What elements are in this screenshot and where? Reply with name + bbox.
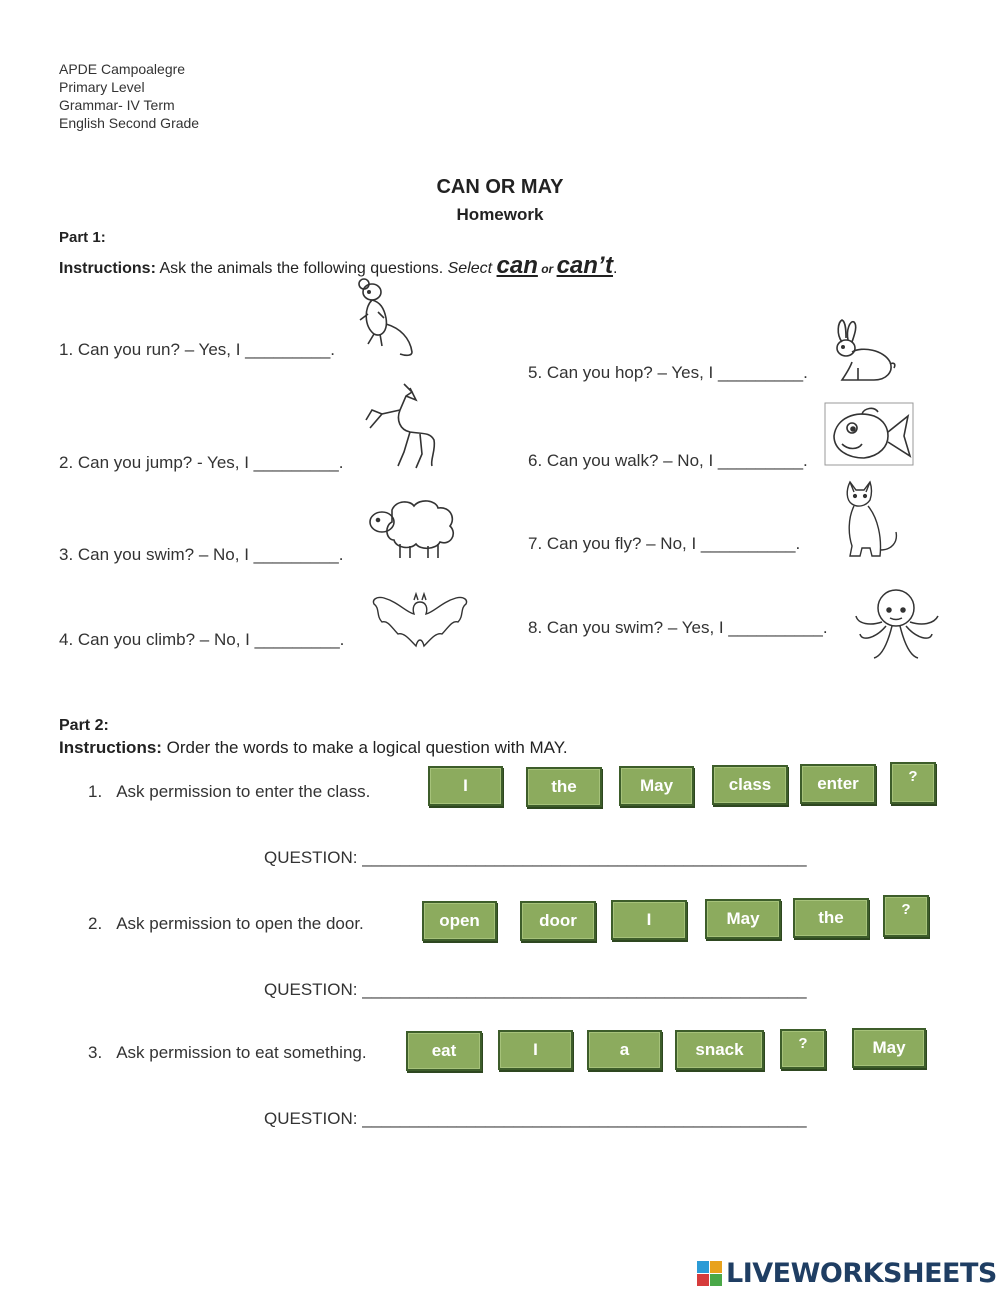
item-1-prompt [88,782,370,802]
question-2: 2. Can you jump? - Yes, I _________. [59,453,344,472]
question-label: QUESTION: [264,980,363,999]
word-tile[interactable]: snack [675,1030,764,1070]
item-number: 1. [88,782,103,801]
word-tile[interactable]: May [619,766,694,806]
item-prompt: Ask permission to enter the class. [116,782,371,801]
part2-label: Part 2: [59,717,109,734]
page-title: CAN OR MAY [436,176,564,198]
instructions-text: Order the words to make a logical question with MAY. [161,738,568,757]
part2-instructions [59,738,568,758]
word-tile[interactable]: door [520,901,596,941]
part1-instructions [59,252,617,280]
level: Primary Level [59,79,145,95]
question-5: 5. Can you hop? – Yes, I _________. [528,363,808,382]
option-cant: can’t [556,252,614,279]
rabbit-icon [828,318,898,384]
sheep-icon [364,496,460,562]
instructions-label: Instructions: [59,260,156,277]
question-line-1 [264,848,807,868]
item-2-prompt [88,914,364,934]
horse-icon [360,380,440,470]
school-name: APDE Campoalegre [59,61,186,77]
question-label: QUESTION: [264,848,363,867]
page-subtitle: Homework [456,205,544,224]
item-number: 3. [88,1043,103,1062]
question-line-2 [264,980,807,1000]
item-3-prompt [88,1043,367,1063]
answer-line[interactable]: _______________________________________________ [362,848,807,867]
instructions-period: . [613,260,618,277]
word-tile[interactable]: I [611,900,687,940]
word-tile[interactable]: ? [883,895,929,937]
word-tile[interactable]: enter [800,764,876,804]
liveworksheets-logo [697,1258,997,1289]
word-tile[interactable]: May [705,899,781,939]
question-6: 6. Can you walk? – No, I _________. [528,451,808,470]
word-tile[interactable]: class [712,765,788,805]
answer-line[interactable]: _______________________________________________ [362,980,807,999]
word-tile[interactable]: a [587,1030,662,1070]
cat-icon [836,478,902,560]
part1-label: Part 1: [59,229,106,246]
select-word: Select [447,260,497,277]
answer-line[interactable]: _______________________________________________ [362,1109,807,1128]
question-label: QUESTION: [264,1109,363,1128]
bat-icon [370,588,470,650]
word-tile[interactable]: the [526,767,602,807]
word-tile[interactable]: the [793,898,869,938]
word-tile[interactable]: ? [890,762,936,804]
question-3: 3. Can you swim? – No, I _________. [59,545,344,564]
item-prompt: Ask permission to eat something. [116,1043,367,1062]
word-tile[interactable]: open [422,901,497,941]
subject: Grammar- IV Term [59,97,175,113]
question-7: 7. Can you fly? – No, I __________. [528,534,801,553]
option-can: can [496,252,538,279]
word-tile[interactable]: I [428,766,503,806]
word-tile[interactable]: ? [780,1029,826,1069]
grade: English Second Grade [59,115,200,131]
fish-icon [824,402,916,468]
question-1: 1. Can you run? – Yes, I _________. [59,340,336,359]
word-tile[interactable]: I [498,1030,573,1070]
item-number: 2. [88,914,103,933]
instructions-label: Instructions: [59,738,162,757]
octopus-icon [852,586,942,668]
item-prompt: Ask permission to open the door. [116,914,364,933]
word-tile[interactable]: eat [406,1031,482,1071]
instructions-text: Ask the animals the following questions. [155,260,448,277]
word-tile[interactable]: May [852,1028,926,1068]
question-line-3 [264,1109,807,1129]
brand-name: LIVEWORKSHEETS [726,1258,997,1289]
or-word: or [537,262,557,276]
mouse-icon [350,278,420,358]
question-8: 8. Can you swim? – Yes, I __________. [528,618,828,637]
question-4: 4. Can you climb? – No, I _________. [59,630,345,649]
logo-blocks-icon [697,1261,722,1286]
